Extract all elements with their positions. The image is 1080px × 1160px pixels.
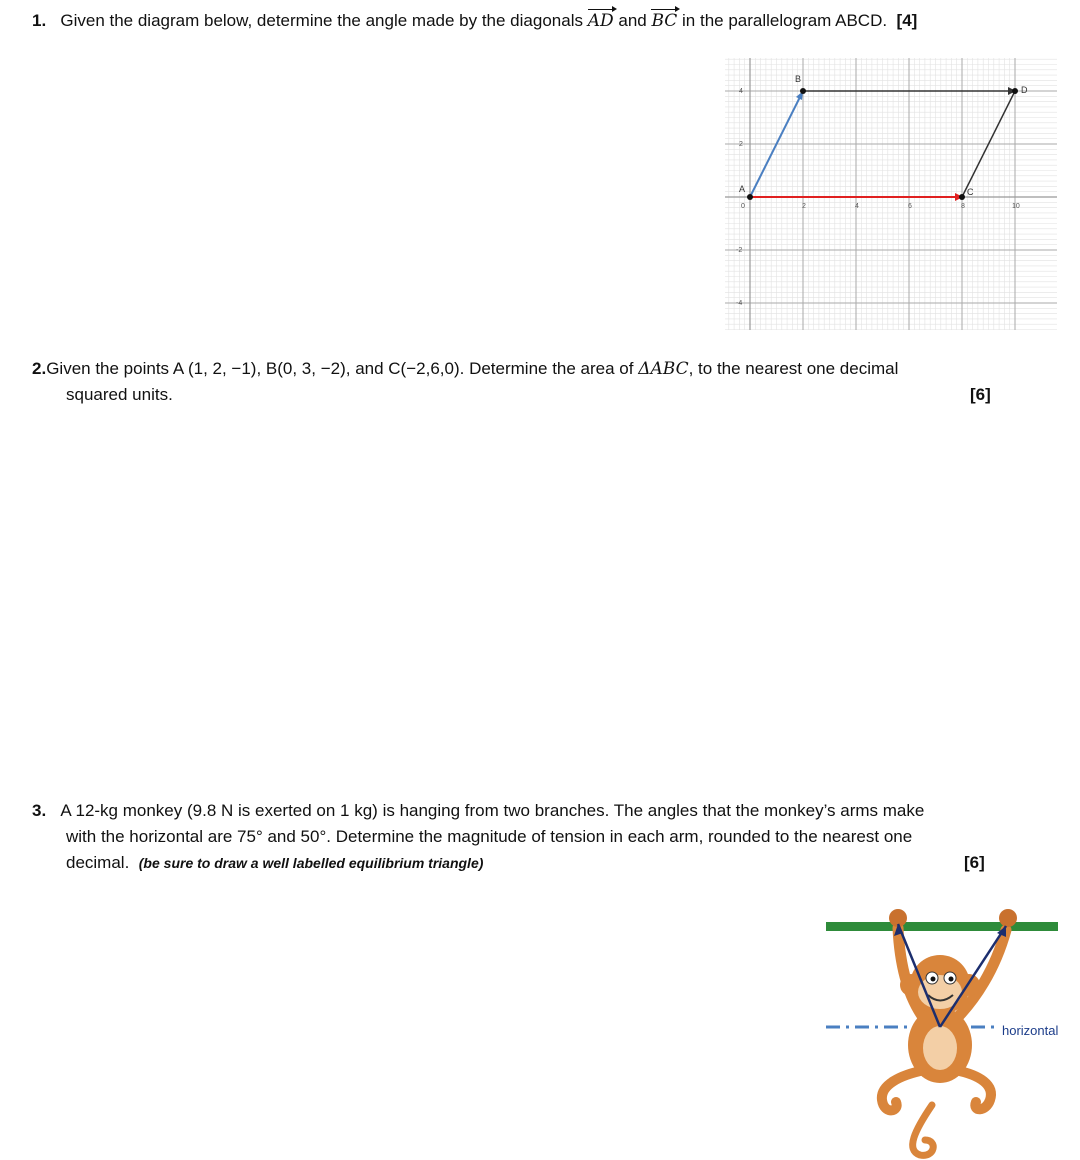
- question-1: [32, 8, 917, 34]
- branch: [826, 922, 1058, 931]
- monkey-right-pupil: [949, 977, 954, 982]
- point-b: [800, 88, 806, 94]
- question-2: [32, 356, 898, 382]
- question-text-end: , to the nearest one decimal: [688, 359, 899, 378]
- question-3-line-2: [66, 824, 912, 850]
- minor-grid: [725, 58, 1057, 330]
- monkey-right-hand: [999, 909, 1017, 927]
- marks: [4]: [896, 11, 918, 30]
- question-3-marks: [6]: [964, 853, 985, 872]
- x-tick-6: 6: [908, 203, 912, 210]
- question-text-2: squared units.: [66, 385, 173, 404]
- instruction-note: (be sure to draw a well labelled equilibrium triangle): [138, 855, 484, 871]
- question-2-line-2: [66, 382, 173, 408]
- label-d: D: [1021, 85, 1028, 95]
- y-tick-2: 2: [739, 141, 743, 148]
- parallelogram-graph: [725, 58, 1057, 330]
- major-grid: [725, 58, 1057, 330]
- question-number: 2.: [32, 359, 47, 378]
- question-2-marks: [6]: [970, 385, 991, 404]
- x-tick-2: 2: [802, 203, 806, 210]
- monkey-belly: [923, 1026, 957, 1070]
- x-tick-0: 0: [741, 203, 745, 210]
- y-tick-4: 4: [739, 88, 743, 95]
- question-text: Given the diagram below, determine the angle made by the diagonals: [60, 11, 583, 30]
- horizontal-label: horizontal: [1002, 1023, 1059, 1038]
- point-a: [747, 194, 753, 200]
- monkey-left-pupil: [931, 977, 936, 982]
- monkey-illustration: [820, 900, 1075, 1160]
- monkey-right-leg: [955, 1070, 991, 1109]
- x-tick-8: 8: [961, 203, 965, 210]
- label-b: B: [795, 74, 802, 84]
- vector-bc: BC: [651, 8, 677, 34]
- triangle-abc: ΔABC: [638, 359, 689, 379]
- question-text: Given the points A (1, 2, −1), B(0, 3, −2), and C(−2,6,0). Determine the area of: [46, 359, 634, 378]
- vector-ad: AD: [588, 8, 614, 34]
- point-d: [1012, 88, 1018, 94]
- y-tick-neg4: -4: [736, 300, 743, 307]
- label-a: A: [739, 184, 746, 194]
- monkey-tail: [913, 1105, 934, 1155]
- label-c: C: [967, 187, 974, 197]
- point-c: [959, 194, 965, 200]
- question-3: [32, 798, 924, 824]
- question-text-2: with the horizontal are 75° and 50°. Determine the magnitude of tension in each arm, rounded to the nearest one: [66, 827, 913, 846]
- question-3-line-3: [66, 850, 483, 876]
- question-number: 1.: [32, 11, 47, 30]
- question-text-end: in the parallelogram ABCD.: [682, 11, 888, 30]
- conjunction: and: [618, 11, 647, 30]
- question-text-3: decimal.: [66, 853, 130, 872]
- monkey-left-leg: [882, 1070, 925, 1110]
- question-text-1: A 12-kg monkey (9.8 N is exerted on 1 kg) is hanging from two branches. The angles that the monkey’s arms make: [60, 801, 925, 820]
- x-tick-4: 4: [855, 203, 859, 210]
- x-tick-10: 10: [1012, 203, 1020, 210]
- y-tick-neg2: -2: [736, 247, 743, 254]
- question-number: 3.: [32, 801, 47, 820]
